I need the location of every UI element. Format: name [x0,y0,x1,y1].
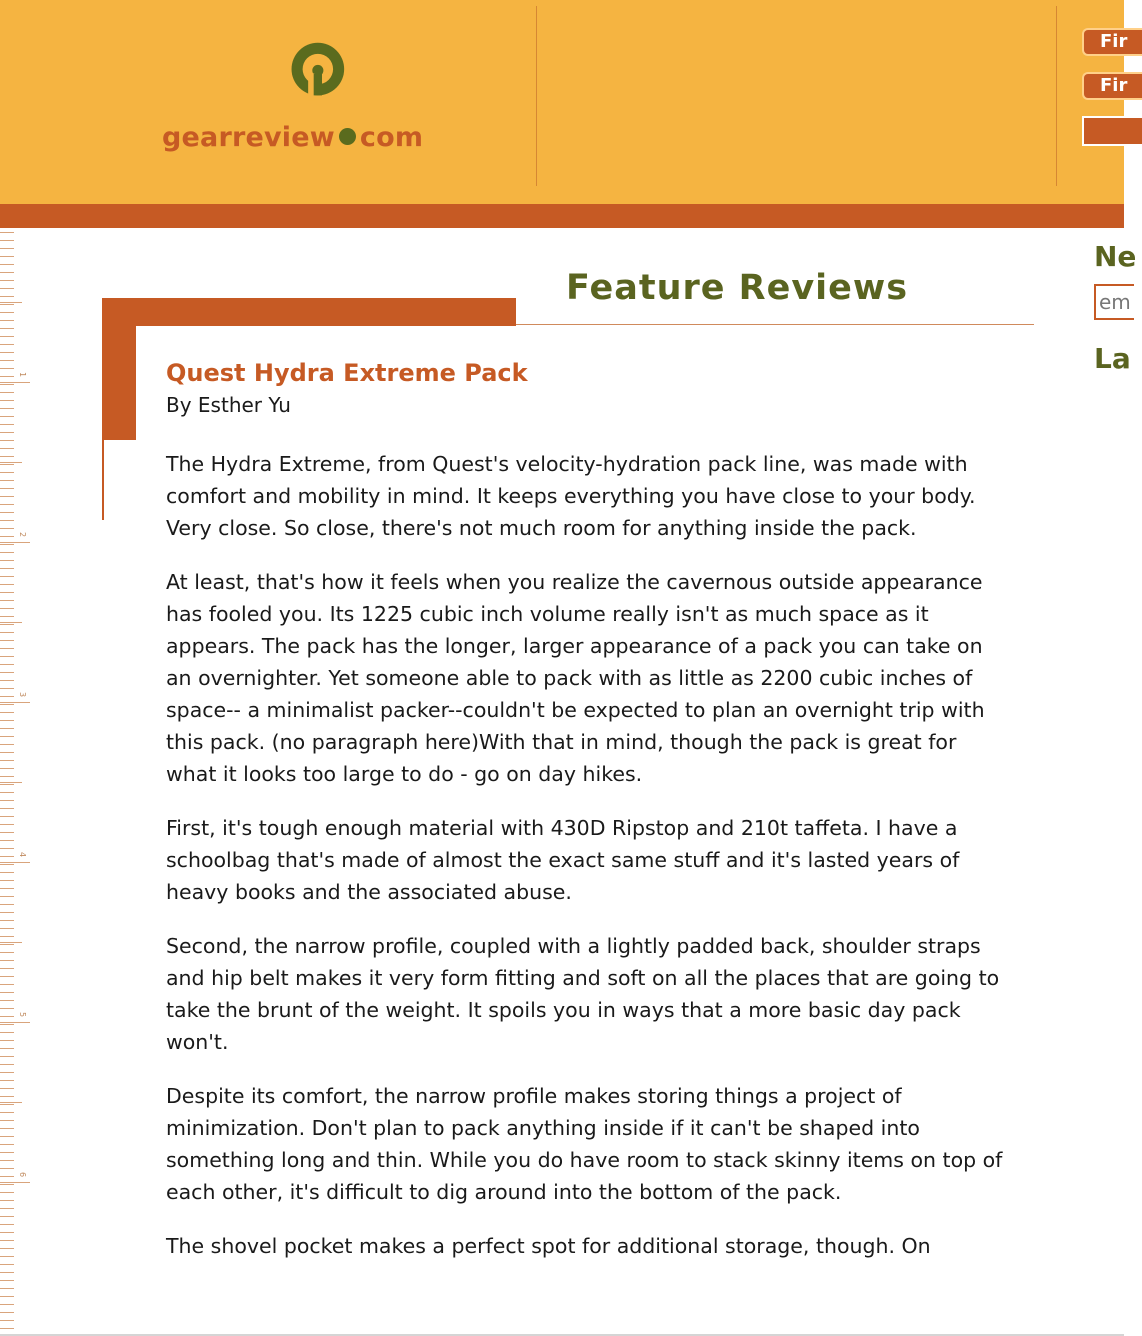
article-paragraph: Despite its comfort, the narrow profile makes storing things a project of minimization. Don't plan to pack anything inside if it can't be shaped into something long and thin. While you do have room to stack skinny items on top of each other, it's difficult to dig around into the bottom of the pack. [166,1084,1003,1204]
ruler-mid-tick [0,782,22,783]
logo-dot-icon [339,128,356,145]
article-title: Quest Hydra Extreme Pack [166,359,528,387]
ruler-major-tick [0,862,30,863]
ruler-mid-tick [0,942,22,943]
header-button-1[interactable]: Fir [1082,28,1142,56]
header-button-2[interactable]: Fir [1082,72,1142,100]
ruler-major-tick [0,702,30,703]
logo-text-left: gearreview [162,122,335,153]
ruler-mid-tick [0,1102,22,1103]
ruler-mid-tick [0,302,22,303]
ruler-major-tick [0,382,30,383]
header-band [0,204,1124,228]
right-heading-news: Ne [1094,240,1137,273]
ruler-major-tick [0,542,30,543]
section-frame-line [102,440,104,520]
section-frame-top [102,298,516,326]
logo-text-right: com [359,122,424,153]
ruler-label: 6 [18,1171,28,1178]
newsletter-email-input[interactable]: em [1094,284,1134,320]
site-header [0,0,1128,204]
article [166,356,1012,1284]
ruler-label: 4 [18,851,28,858]
ruler-label: 1 [18,371,28,378]
header-search-input[interactable] [1082,116,1142,146]
right-heading-latest: La [1094,342,1131,375]
article-paragraph: Second, the narrow profile, coupled with a lightly padded back, shoulder straps and hip belt makes it very form fitting and soft on all the places that are going to take the brunt of the weight. It spoils you in ways that a more basic day pack won't. [166,934,1000,1054]
ruler-label: 3 [18,691,28,698]
gearreview-logo-icon[interactable] [160,40,430,130]
article-paragraph: The Hydra Extreme, from Quest's velocity-hydration pack line, was made with comfort and mobility in mind. It keeps everything you have close to your body. Very close. So close, there's not much room for anything inside the pack. [166,452,976,540]
ruler-mid-tick [0,462,22,463]
ruler-mid-tick [0,622,22,623]
article-paragraph: At least, that's how it feels when you realize the cavernous outside appearance has fooled you. Its 1225 cubic inch volume really isn't as much space as it appears. The pack has the longer, larger appearance of a pack you can take on an overnighter. Yet someone able to pack with as little as 2200 cubic inches of space-- a minimalist packer--couldn't be expected to plan an overnight trip with this pack. (no paragraph here)With that in mind, though the pack is great for what it looks too large to do - go on day hikes. [166,570,985,786]
section-title: Feature Reviews [566,268,909,308]
article-paragraph: First, it's tough enough material with 430D Ripstop and 210t taffeta. I have a schoolbag that's made of almost the exact same stuff and it's lasted years of heavy books and the associated abuse. [166,816,960,904]
ruler-decoration [0,232,34,1332]
ruler-label: 2 [18,531,28,538]
ruler-label: 5 [18,1011,28,1018]
header-divider [536,6,537,186]
ruler-major-tick [0,1182,30,1183]
section-title-underline [516,324,1034,325]
ruler-major-tick [0,1022,30,1023]
article-byline: By Esther Yu [166,393,291,417]
logo-wordmark[interactable] [162,122,423,153]
header-divider [1056,6,1057,186]
article-paragraph: The shovel pocket makes a perfect spot for additional storage, though. On [166,1234,931,1258]
section-frame-left [102,298,136,440]
